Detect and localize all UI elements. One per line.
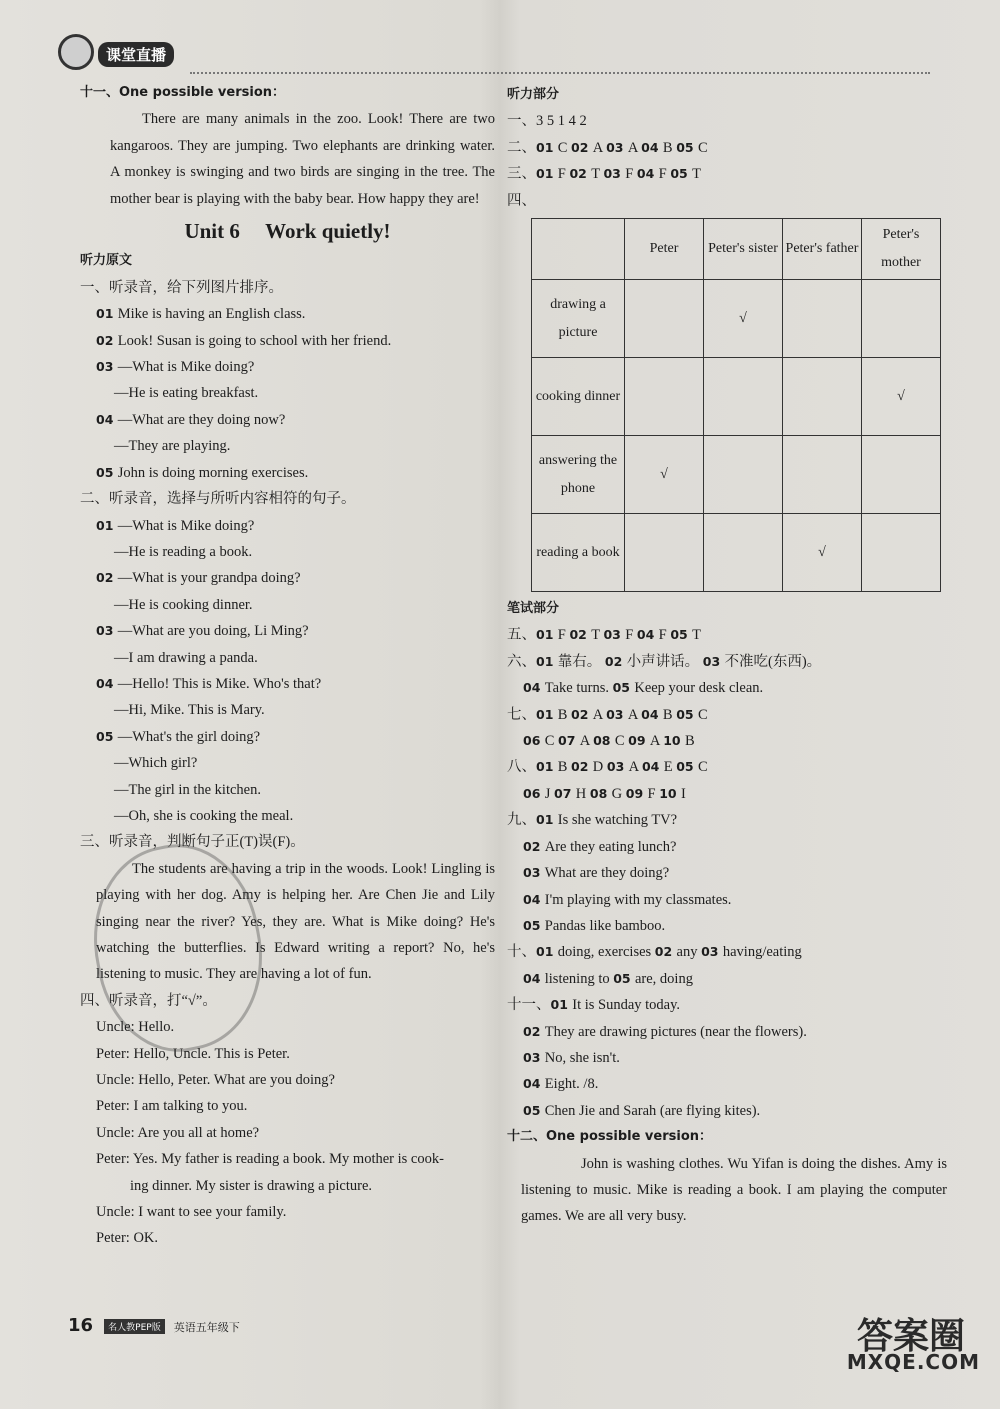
item-number: 01 xyxy=(536,166,558,182)
item-answer: doing, exercises xyxy=(557,944,655,961)
list-item xyxy=(80,750,495,776)
answer-table xyxy=(531,218,941,592)
item-number: 04 xyxy=(96,675,118,691)
dialog-line: Uncle: I want to see your family. xyxy=(96,1204,287,1221)
item-number: 01 xyxy=(536,759,558,775)
unit-title xyxy=(80,218,495,244)
list-item xyxy=(80,671,495,697)
item-number: 10 xyxy=(659,785,681,801)
item-text: What are they doing? xyxy=(544,865,670,882)
item-number: 04 xyxy=(636,166,659,182)
answer-line xyxy=(507,939,947,965)
answer-line xyxy=(507,135,947,161)
table-cell: √ xyxy=(625,436,704,514)
item-number: 01 xyxy=(96,306,118,322)
table-cell xyxy=(783,280,862,358)
item-text: —What is your grandpa doing? xyxy=(117,570,301,587)
item-number: 04 xyxy=(523,680,545,696)
dialog-line: Peter: I am talking to you. xyxy=(96,1098,248,1115)
item-answer: D xyxy=(592,759,607,776)
section-heading: 四、听录音，打“√”。 xyxy=(80,992,217,1009)
item-answer: A xyxy=(579,733,594,750)
list-item xyxy=(507,1071,947,1097)
item-number: 02 xyxy=(571,139,593,155)
item-number: 02 xyxy=(523,838,545,854)
item-number: 05 xyxy=(96,728,118,744)
item-answer: F xyxy=(557,166,570,183)
item-number: 01 xyxy=(536,706,558,722)
item-answer: F xyxy=(647,785,660,802)
list-item xyxy=(507,992,947,1018)
item-text: —He is eating breakfast. xyxy=(114,385,259,402)
list-item xyxy=(80,354,495,380)
item-answer: T xyxy=(591,627,604,644)
item-answer: F xyxy=(658,166,671,183)
section-heading: 笔试部分 xyxy=(507,601,560,617)
item-answer: F xyxy=(625,166,637,183)
item-answer: B xyxy=(557,759,572,776)
item-text: —They are playing. xyxy=(114,438,231,455)
answer-line: 四、 xyxy=(507,192,536,209)
item-number: 10 xyxy=(663,733,685,749)
list-item xyxy=(80,328,495,354)
list-item xyxy=(80,645,495,671)
item-answer: C xyxy=(697,759,708,776)
list-item xyxy=(507,807,947,833)
header-logo xyxy=(58,28,188,70)
item-text: —Hi, Mike. This is Mary. xyxy=(114,702,265,719)
item-answer: any xyxy=(676,944,702,961)
header-divider xyxy=(190,72,930,74)
answer-list xyxy=(80,513,495,830)
item-answer: A xyxy=(649,733,664,750)
item-number: 04 xyxy=(641,706,663,722)
item-number: 04 xyxy=(96,411,118,427)
logo-text: 课堂直播 xyxy=(98,42,174,67)
item-number: 05 xyxy=(523,1102,545,1118)
item-number: 03 xyxy=(96,359,118,375)
table-cell xyxy=(625,358,704,436)
section-heading: 听力部分 xyxy=(507,87,560,102)
item-answer: 小声讲话。 xyxy=(626,653,703,670)
list-item xyxy=(507,834,947,860)
table-cell xyxy=(783,436,862,514)
item-number: 03 xyxy=(701,944,723,960)
item-number: 03 xyxy=(606,139,628,155)
answer-line xyxy=(507,781,947,807)
answer-prefix: 十一、 xyxy=(507,997,551,1014)
table-header-cell: Peter's sister xyxy=(704,219,783,280)
item-number: 02 xyxy=(654,944,677,960)
item-text: —Oh, she is cooking the meal. xyxy=(114,807,294,824)
list-item xyxy=(507,887,947,913)
right-column xyxy=(507,82,947,1230)
item-number: 01 xyxy=(536,627,558,643)
list-item xyxy=(80,803,495,829)
list-item xyxy=(80,301,495,327)
item-answer: T xyxy=(591,166,604,183)
section-heading: 三、听录音，判断句子正(T)误(F)。 xyxy=(80,834,305,851)
item-number: 01 xyxy=(536,812,558,828)
item-number: 04 xyxy=(636,627,659,643)
section-heading: 二、听录音，选择与所听内容相符的句子。 xyxy=(80,491,356,508)
item-number: 07 xyxy=(558,733,580,749)
table-cell xyxy=(625,280,704,358)
list-item xyxy=(80,697,495,723)
item-answer: C xyxy=(544,733,559,750)
item-number: 05 xyxy=(670,627,693,643)
item-answer: C xyxy=(697,706,708,723)
list-item xyxy=(80,539,495,565)
table-cell: √ xyxy=(704,280,783,358)
item-answer: 不准吃(东西)。 xyxy=(724,653,822,670)
answer-line xyxy=(507,754,947,780)
item-number: 05 xyxy=(676,706,698,722)
item-text: They are drawing pictures (near the flowers). xyxy=(544,1023,807,1040)
item-number: 02 xyxy=(96,570,118,586)
table-cell xyxy=(862,280,941,358)
item-number: 03 xyxy=(523,865,545,881)
dialog-line: ing dinner. My sister is drawing a picture. xyxy=(130,1177,373,1194)
answer-line xyxy=(507,161,947,187)
dialog-list xyxy=(80,1014,495,1252)
item-text: No, she isn't. xyxy=(544,1049,620,1066)
table-cell xyxy=(625,514,704,592)
item-number: 02 xyxy=(96,332,118,348)
item-text: Are they eating lunch? xyxy=(544,838,677,855)
footer-brand: 名人教PEP版 xyxy=(104,1319,165,1334)
item-number: 03 xyxy=(603,166,626,182)
item-text: —I am drawing a panda. xyxy=(114,649,258,666)
item-number: 01 xyxy=(536,944,558,960)
item-number: 05 xyxy=(670,166,693,182)
table-row xyxy=(532,358,941,436)
item-number: 05 xyxy=(96,464,118,480)
table-header-cell: Peter's father xyxy=(783,219,862,280)
table-cell xyxy=(704,358,783,436)
list-item xyxy=(80,565,495,591)
item-number: 05 xyxy=(612,680,635,696)
passage-paragraph: The students are having a trip in the woods. Look! Lingling is playing with her dog. Amy is helping her. Are Chen Jie and Lily singing near the river? Yes, they are. What is Mike doing? He's watching the butterflies. Is Edward writing a report? No, he's listening to music. They are having a lot of fun. xyxy=(96,860,495,983)
answer-line xyxy=(507,966,947,992)
item-answer: E xyxy=(663,759,677,776)
item-number: 02 xyxy=(523,1023,545,1039)
list-item xyxy=(80,380,495,406)
item-answer: T xyxy=(692,627,701,644)
item-text: —The girl in the kitchen. xyxy=(114,781,261,798)
item-answer: C xyxy=(614,733,629,750)
item-answer: F xyxy=(557,627,570,644)
section-heading: 十一、One possible version： xyxy=(80,85,286,100)
item-answer: A xyxy=(627,139,642,156)
section-heading: 十二、One possible version： xyxy=(507,1129,713,1145)
item-text: I'm playing with my classmates. xyxy=(544,891,732,908)
left-column xyxy=(80,80,495,1252)
item-text: —What are they doing now? xyxy=(117,411,286,428)
list-item xyxy=(507,1045,947,1071)
item-number: 04 xyxy=(523,1076,545,1092)
dialog-line: Uncle: Hello. xyxy=(96,1019,175,1036)
item-number: 09 xyxy=(628,733,650,749)
unit-number: Unit 6 xyxy=(184,219,240,244)
dialog-line: Peter: Yes. My father is reading a book. My mother is cook- xyxy=(96,1151,444,1168)
table-cell xyxy=(862,514,941,592)
item-number: 03 xyxy=(96,623,118,639)
item-answer: G xyxy=(611,785,626,802)
item-number: 03 xyxy=(702,653,725,669)
list-item xyxy=(80,513,495,539)
item-number: 02 xyxy=(571,759,593,775)
item-text: —What is Mike doing? xyxy=(117,359,255,376)
list-item xyxy=(80,724,495,750)
item-text: —Hello! This is Mike. Who's that? xyxy=(117,675,322,692)
item-number: 04 xyxy=(641,139,663,155)
table-cell xyxy=(704,514,783,592)
answer-list xyxy=(507,992,947,1124)
item-answer: T xyxy=(692,166,701,183)
answer-line: 一、3 5 1 4 2 xyxy=(507,113,587,130)
item-answer: Take turns. xyxy=(544,680,613,697)
essay-paragraph: John is washing clothes. Wu Yifan is doing the dishes. Amy is listening to music. Mike is reading a book. I am playing the computer games. We are all very busy. xyxy=(521,1155,947,1225)
item-answer: A xyxy=(628,759,642,776)
item-answer: A xyxy=(592,139,607,156)
item-text: —What is Mike doing? xyxy=(117,517,255,534)
item-number: 05 xyxy=(523,917,545,933)
answer-prefix: 七、 xyxy=(507,706,536,723)
item-number: 02 xyxy=(571,706,593,722)
page-number: 16 xyxy=(68,1315,94,1336)
table-header-cell: Peter's mother xyxy=(862,219,941,280)
section-heading: 听力原文 xyxy=(80,253,133,269)
list-item xyxy=(80,618,495,644)
item-number: 06 xyxy=(523,733,545,749)
answer-prefix: 六、 xyxy=(507,653,536,670)
item-number: 02 xyxy=(604,653,627,669)
item-number: 01 xyxy=(536,139,558,155)
answer-line xyxy=(507,728,947,754)
item-number: 05 xyxy=(613,970,635,986)
item-answer: listening to xyxy=(544,970,614,987)
item-number: 01 xyxy=(550,997,573,1013)
list-item xyxy=(507,860,947,886)
list-item xyxy=(80,777,495,803)
table-row-label: cooking dinner xyxy=(532,358,625,436)
item-number: 08 xyxy=(589,785,612,801)
table-cell xyxy=(704,436,783,514)
item-text: —He is reading a book. xyxy=(114,543,253,560)
item-number: 08 xyxy=(593,733,615,749)
table-header-cell xyxy=(532,219,625,280)
item-answer: B xyxy=(684,733,695,750)
list-item xyxy=(507,913,947,939)
item-number: 05 xyxy=(676,139,698,155)
answer-list xyxy=(80,301,495,486)
item-number: 03 xyxy=(523,1049,545,1065)
item-number: 09 xyxy=(625,785,648,801)
dialog-line: Peter: Hello, Uncle. This is Peter. xyxy=(96,1045,290,1062)
item-answer: F xyxy=(625,627,637,644)
item-answer: having/eating xyxy=(722,944,802,961)
item-number: 01 xyxy=(536,653,558,669)
item-answer: B xyxy=(557,706,572,723)
item-number: 02 xyxy=(569,166,592,182)
list-item xyxy=(507,1098,947,1124)
answer-line xyxy=(507,622,947,648)
item-answer: J xyxy=(544,785,555,802)
table-row xyxy=(532,436,941,514)
answer-line xyxy=(507,675,947,701)
item-number: 07 xyxy=(554,785,576,801)
table-row-label: answering the phone xyxy=(532,436,625,514)
item-number: 01 xyxy=(96,517,118,533)
item-text: Chen Jie and Sarah (are flying kites). xyxy=(544,1102,761,1119)
answer-prefix: 二、 xyxy=(507,139,536,156)
item-answer: A xyxy=(592,706,607,723)
answer-prefix: 三、 xyxy=(507,166,536,183)
item-text: —Which girl? xyxy=(114,755,198,772)
item-answer: H xyxy=(575,785,590,802)
essay-paragraph: There are many animals in the zoo. Look! There are two kangaroos. They are jumping. Two elephants are drinking water. A monkey is swinging and two birds are singing in the tree. The mother bear is playing with the baby bear. How happy they are! xyxy=(110,111,495,207)
dialog-line: Peter: OK. xyxy=(96,1230,159,1247)
list-item xyxy=(80,460,495,486)
item-number: 04 xyxy=(523,970,545,986)
unit-name: Work quietly! xyxy=(265,219,391,244)
item-text: John is doing morning exercises. xyxy=(117,464,309,481)
answer-prefix: 九、 xyxy=(507,812,536,829)
item-text: —What are you doing, Li Ming? xyxy=(117,623,309,640)
item-number: 06 xyxy=(523,785,545,801)
table-cell xyxy=(862,436,941,514)
item-answer: I xyxy=(680,785,686,802)
watermark-url: MXQE.COM xyxy=(846,1350,980,1374)
item-answer: C xyxy=(557,139,572,156)
table-cell: √ xyxy=(783,514,862,592)
item-number: 03 xyxy=(606,759,629,775)
dialog-line: Uncle: Are you all at home? xyxy=(96,1124,260,1141)
table-cell: √ xyxy=(862,358,941,436)
table-row-label: reading a book xyxy=(532,514,625,592)
footer-title: 英语五年级下 xyxy=(173,1320,240,1334)
table-row xyxy=(532,280,941,358)
section-heading: 一、听录音，给下列图片排序。 xyxy=(80,279,283,296)
item-number: 03 xyxy=(603,627,626,643)
item-number: 05 xyxy=(676,759,698,775)
item-number: 04 xyxy=(641,759,664,775)
item-answer: C xyxy=(697,139,708,156)
answer-list xyxy=(507,807,947,939)
answer-line xyxy=(507,649,947,675)
list-item xyxy=(80,592,495,618)
list-item xyxy=(80,433,495,459)
item-text: Pandas like bamboo. xyxy=(544,917,666,934)
item-text: Mike is having an English class. xyxy=(117,306,306,323)
item-answer: are, doing xyxy=(634,970,693,987)
item-number: 04 xyxy=(523,891,545,907)
table-row xyxy=(532,514,941,592)
item-text: Look! Susan is going to school with her friend. xyxy=(117,332,392,349)
table-header-row xyxy=(532,219,941,280)
answer-line xyxy=(507,702,947,728)
item-answer: F xyxy=(658,627,671,644)
logo-icon xyxy=(58,34,94,70)
watermark-logo: 答案圈 xyxy=(856,1316,965,1357)
item-text: Eight. /8. xyxy=(544,1076,599,1093)
item-answer: B xyxy=(662,139,677,156)
item-answer: Keep your desk clean. xyxy=(634,680,764,697)
item-answer: 靠右。 xyxy=(557,653,605,670)
list-item xyxy=(80,407,495,433)
page-footer xyxy=(68,1315,240,1336)
table-header-cell: Peter xyxy=(625,219,704,280)
table-cell xyxy=(783,358,862,436)
item-text: —He is cooking dinner. xyxy=(114,596,253,613)
table-row-label: drawing a picture xyxy=(532,280,625,358)
item-text: It is Sunday today. xyxy=(572,997,681,1014)
item-answer: B xyxy=(662,706,677,723)
item-text: —What's the girl doing? xyxy=(117,728,261,745)
dialog-line: Uncle: Hello, Peter. What are you doing? xyxy=(96,1072,335,1089)
item-number: 03 xyxy=(606,706,628,722)
list-item xyxy=(507,1019,947,1045)
answer-prefix: 五、 xyxy=(507,627,536,644)
item-number: 02 xyxy=(569,627,592,643)
item-text: Is she watching TV? xyxy=(557,812,678,829)
answer-prefix: 八、 xyxy=(507,759,536,776)
answer-prefix: 十、 xyxy=(507,944,536,961)
item-answer: A xyxy=(627,706,642,723)
